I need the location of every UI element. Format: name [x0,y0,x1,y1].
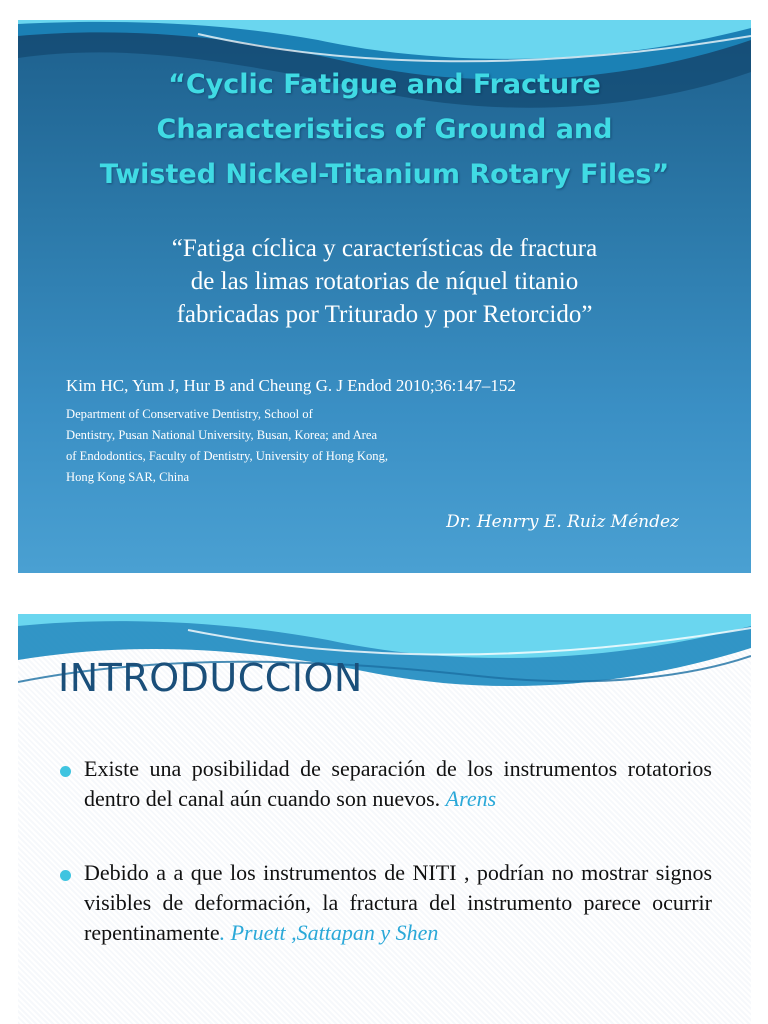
bullet-citation: Arens [445,786,497,811]
bullet-list [58,754,712,948]
affiliation-line: of Endodontics, Faculty of Dentistry, University of Hong Kong, [66,449,389,463]
section-heading: INTRODUCCION [58,656,363,700]
bullet-citation: . Pruett ,Sattapan y Shen [219,920,439,945]
bullet-dot-icon [60,766,71,777]
spanish-title-line: “Fatiga cíclica y características de fractura [171,235,598,262]
bullet-dot-icon [60,870,71,881]
affiliation-line: Dentistry, Pusan National University, Busan, Korea; and Area [66,428,378,442]
affiliation-line: Department of Conservative Dentistry, School of [66,407,313,421]
bullet-item [58,754,712,814]
authors-citation: Kim HC, Yum J, Hur B and Cheung G. J Endod 2010;36:147–152 [66,376,516,395]
spanish-title [18,232,751,331]
presenter-name: Dr. Henrry E. Ruiz Méndez [446,512,679,532]
english-title-line: Characteristics of Ground and [156,114,613,145]
bullet-item [58,858,712,948]
title-slide [18,20,751,573]
bullet-text: Debido a a que los instrumentos de NITI , podrían no mostrar signos visibles de deformación, la fractura del instrumento parece ocurrir repentinamente [84,860,712,945]
spanish-title-line: de las limas rotatorias de níquel titanio [190,268,579,295]
spanish-title-line: fabricadas por Triturado y por Retorcido” [176,301,593,328]
affiliation [66,404,388,488]
english-title-line: Twisted Nickel-Titanium Rotary Files” [99,159,670,190]
english-title-line: “Cyclic Fatigue and Fracture [168,69,601,100]
bullet-text: Existe una posibilidad de separación de los instrumentos rotatorios dentro del canal aún cuando son nuevos. [84,756,712,811]
english-title [18,62,751,197]
introduction-slide [18,614,751,1024]
affiliation-line: Hong Kong SAR, China [66,470,190,484]
